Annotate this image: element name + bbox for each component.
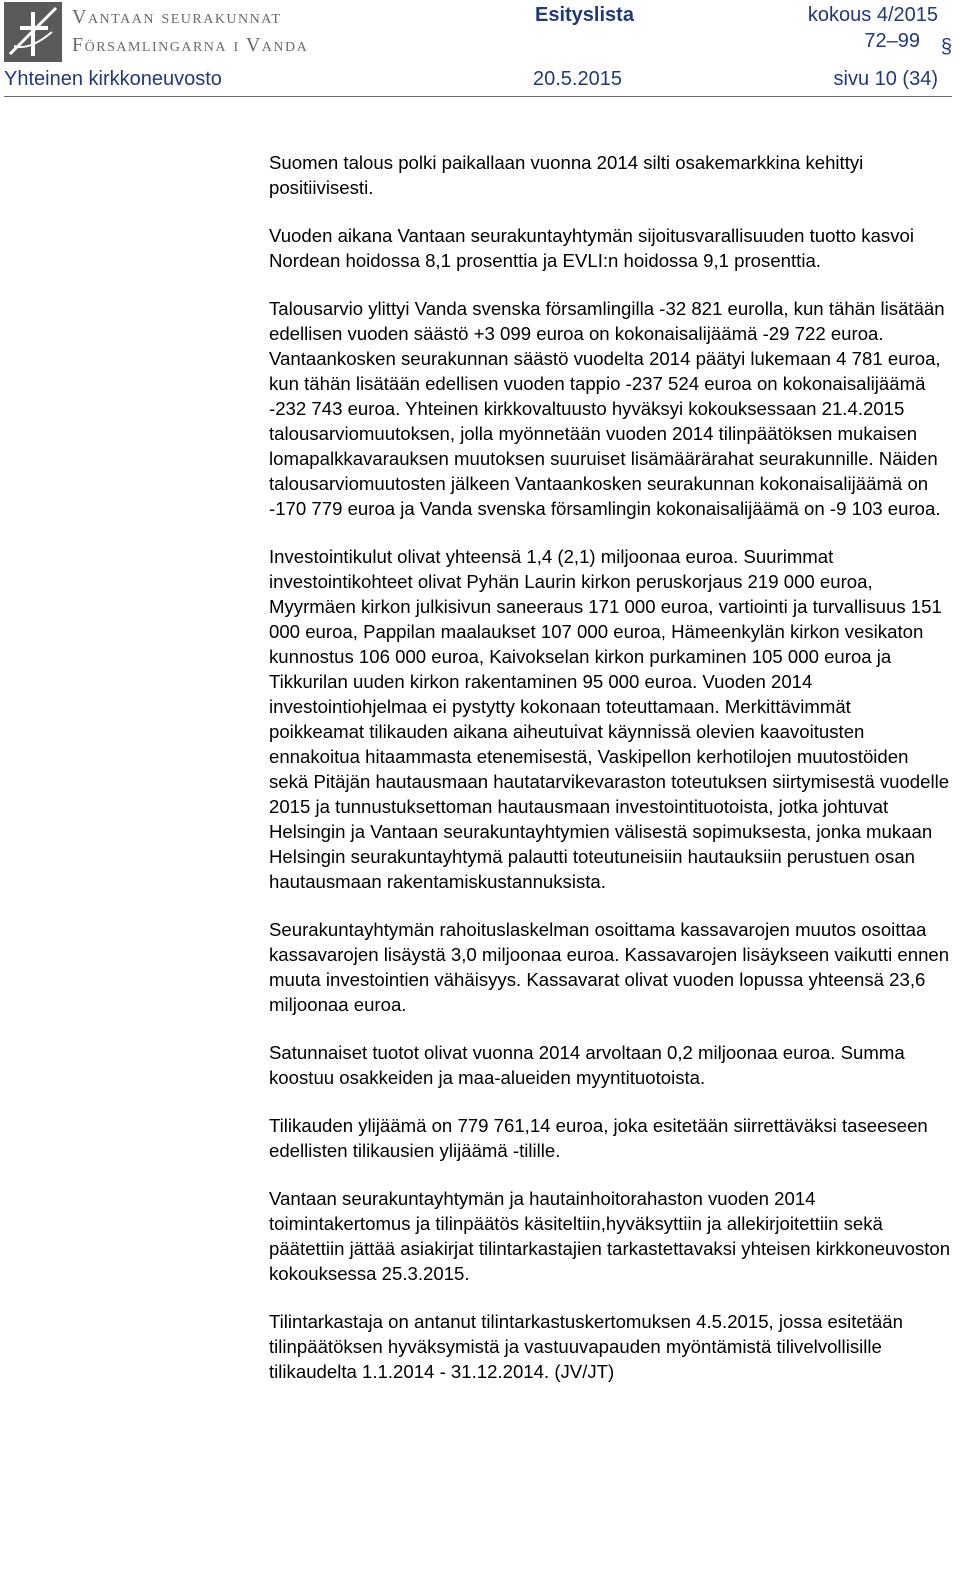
document-body xyxy=(269,150,951,1407)
paragraph-extraordinary-income: Satunnaiset tuotot olivat vuonna 2014 arvoltaan 0,2 miljoonaa euroa. Summa koostuu osakkeiden ja maa-alueiden myyntituotoista. xyxy=(269,1042,905,1088)
section-sign: § xyxy=(940,36,952,58)
paragraph-audit-report: Tilintarkastaja on antanut tilintarkastuskertomuksen 4.5.2015, jossa esitetään tilinpäätöksen hyväksymistä ja vastuuvapauden myöntämistä tilivelvollisille tilikaudelta 1.1.2014 - 31.12.2014. (JV/JT) xyxy=(269,1311,903,1382)
page-number: sivu 10 (34) xyxy=(833,68,938,90)
paragraph-approval: Vantaan seurakuntayhtymän ja hautainhoitorahaston vuoden 2014 toimintakertomus ja tilinpäätös käsiteltiin,hyväksyttiin ja allekirjoitettiin sekä päätettiin jättää asiakirjat tilintarkastajien tarkastettavaksi yhteisen kirkkoneuvoston kokouksessa 25.3.2015. xyxy=(269,1188,951,1284)
governing-body: Yhteinen kirkkoneuvosto xyxy=(4,68,222,90)
document-type: Esityslista xyxy=(535,4,634,26)
paragraph-investment-costs: Investointikulut olivat yhteensä 1,4 (2,1) miljoonaa euroa. Suurimmat investointikohteet olivat Pyhän Laurin kirkon peruskorjaus 219 000 euroa, Myyrmäen kirkon julkisivun saneeraus 171 000 euroa, vartiointi ja turvallisuus 151 000 euroa, Pappilan maalaukset 107 000 euroa, Hämeenkylän kirkon vesikaton kunnostus 106 000 euroa, Kaivokselan kirkon purkaminen 105 000 euroa ja Tikkurilan uuden kirkon rakentaminen 95 000 euroa. Vuoden 2014 investointiohjelmaa ei pystytty kokonaan toteuttamaan. Merkittävimmät poikkeamat tilikauden aikana aiheutuivat käynnissä olevien kaavoitusten ennakoitua hitaammasta etenemisestä, Vaskipellon kerhotilojen muutostöiden sekä Pitäjän hautausmaan hautatarvikevaraston toteutuksen siirtymisestä vuodelle 2015 ja tunnustuksettoman hautausmaan investointituotoista, jotka johtuvat Helsingin ja Vantaan seurakuntayhtymien välisestä sopimuksesta, jonka mukaan Helsingin seurakuntayhtymä palautti toteutuneisiin hautauksiin perustuen osan hautausmaan rakentamiskustannuksista. xyxy=(269,546,950,892)
paragraph-budget-results: Talousarvio ylittyi Vanda svenska församlingilla -32 821 eurolla, kun tähän lisätään edellisen vuoden säästö +3 099 euroa on kokonaisalijäämä -29 722 euroa. Vantaankosken seurakunnan säästö vuodelta 2014 päätyi lukemaan 4 781 euroa, kun tähän lisätään edellisen vuoden tappio -237 524 euroa on kokonaisalijäämä -232 743 euroa. Yhteinen kirkkovaltuusto hyväksyi kokouksessaan 21.4.2015 talousarviomuutoksen, jolla myönnetään vuoden 2014 tilinpäätöksen mukaisen lomapalkkavarauksen muutoksen suuruiset lisämäärärahat seurakunnille. Näiden talousarviomuutosten jälkeen Vantaankosken seurakunnan kokonaisalijäämä on -170 779 euroa ja Vanda svenska församlingin kokonaisalijäämä on -9 103 euroa. xyxy=(269,298,945,519)
section-range: 72–99 xyxy=(864,30,920,52)
organization-name-swedish: Församlingarna i Vanda xyxy=(72,34,309,56)
header-divider xyxy=(4,96,952,97)
meeting-date: 20.5.2015 xyxy=(533,68,622,90)
paragraph-cash-flow: Seurakuntayhtymän rahoituslaskelman osoittama kassavarojen muutos osoittaa kassavarojen lisäystä 3,0 miljoonaa euroa. Kassavarojen lisäykseen vaikutti ennen muuta investointien vähäisyys. Kassavarat olivat vuoden lopussa yhteensä 23,6 miljoonaa euroa. xyxy=(269,919,950,1015)
page-header xyxy=(0,0,960,100)
meeting-number: kokous 4/2015 xyxy=(807,4,938,26)
organization-name-finnish: Vantaan seurakunnat xyxy=(72,6,282,28)
paragraph-surplus: Tilikauden ylijäämä on 779 761,14 euroa, joka esitetään siirrettäväksi taseeseen edellisten tilikausien ylijäämä -tilille. xyxy=(269,1115,928,1161)
paragraph-investment-returns: Vuoden aikana Vantaan seurakuntayhtymän sijoitusvarallisuuden tuotto kasvoi Nordean hoidossa 8,1 prosenttia ja EVLI:n hoidossa 9,1 prosenttia. xyxy=(269,225,914,271)
paragraph-economy: Suomen talous polki paikallaan vuonna 2014 silti osakemarkkina kehittyi positiivisesti. xyxy=(269,152,864,198)
organization-logo xyxy=(4,2,62,62)
